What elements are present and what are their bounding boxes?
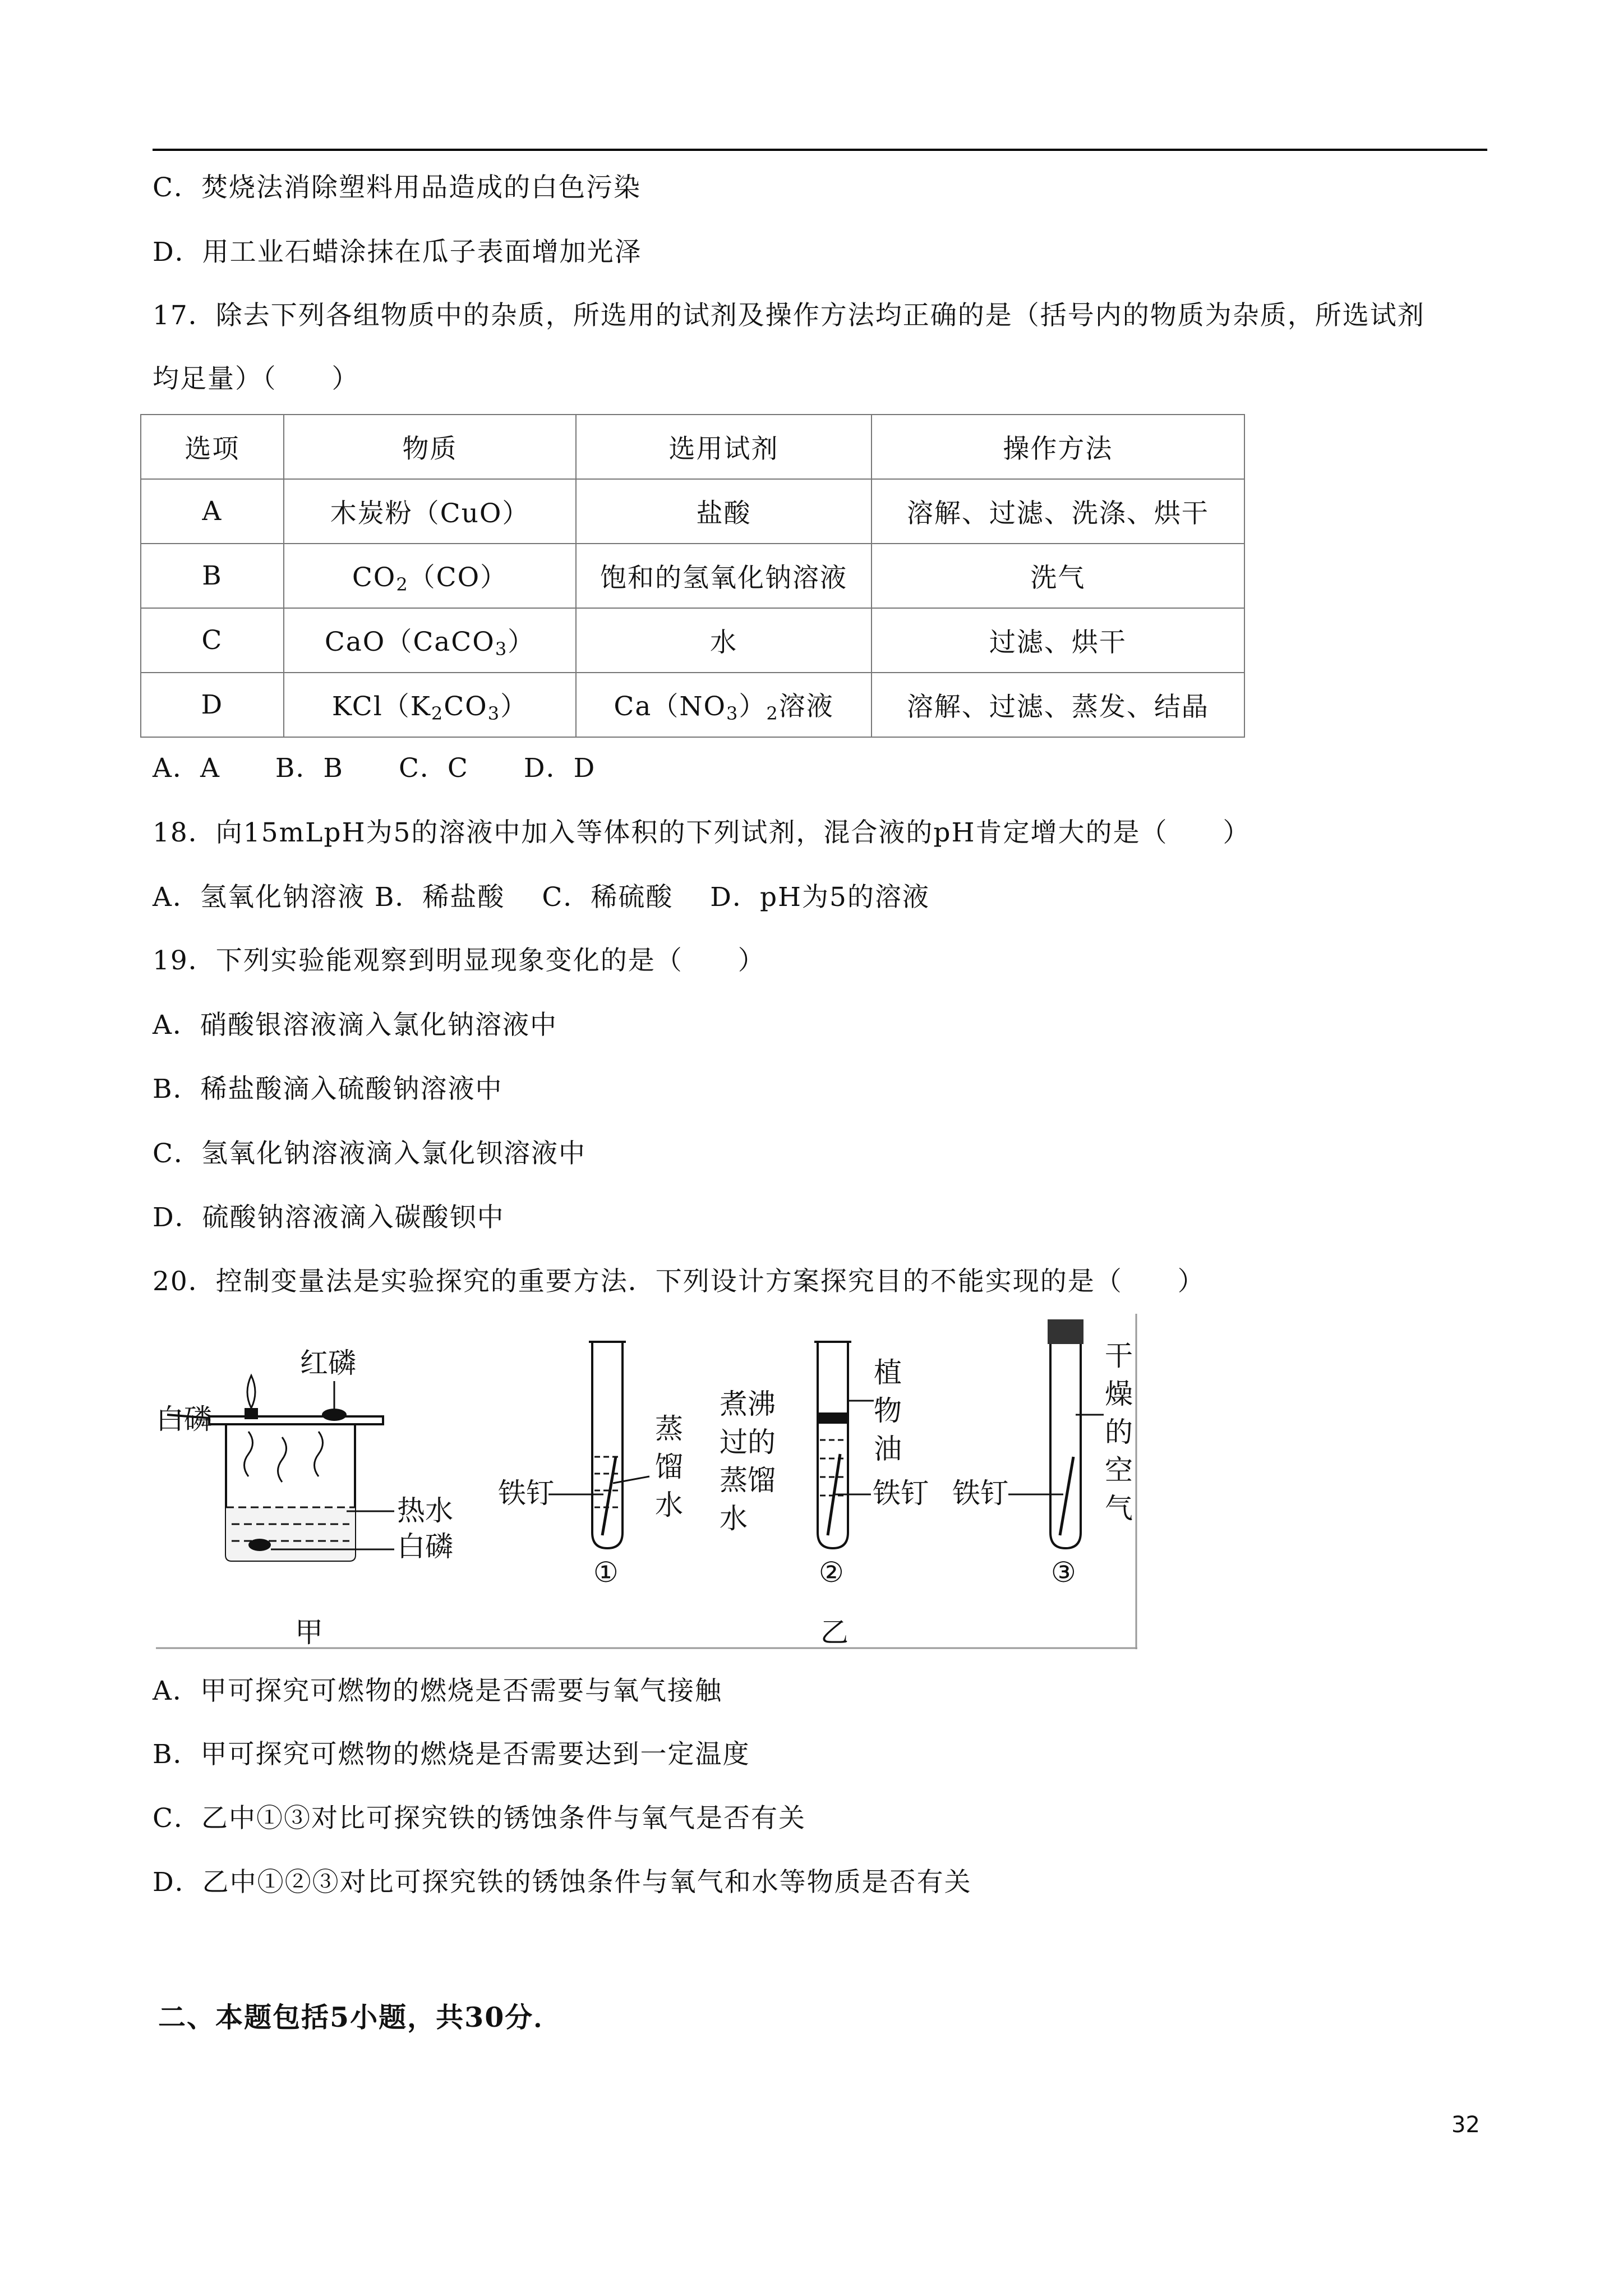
- label-num-3: ③: [1051, 1556, 1076, 1589]
- label-tube2-left-4: 水: [720, 1502, 748, 1535]
- header-reagent: 选用试剂: [576, 415, 872, 479]
- q20-option-c: C．乙中①③对比可探究铁的锈蚀条件与氧气是否有关: [153, 1803, 806, 1834]
- q19-option-b: B．稀盐酸滴入硫酸钠溶液中: [153, 1074, 503, 1105]
- q19-option-c: C．氢氧化钠溶液滴入氯化钡溶液中: [153, 1138, 586, 1169]
- label-tube2-oil-2: 物: [874, 1395, 902, 1427]
- q18-stem: 18．向15mLpH为5的溶液中加入等体积的下列试剂，混合液的pH肯定增大的是（ ）: [153, 817, 1251, 848]
- test-tube-1: [548, 1342, 649, 1548]
- cell-method: 洗气: [872, 544, 1244, 608]
- q19-stem: 19．下列实验能观察到明显现象变化的是（ ）: [153, 945, 766, 976]
- prev-option-d: D．用工业石蜡涂抹在瓜子表面增加光泽: [153, 237, 642, 268]
- q19-option-a: A．硝酸银溶液滴入氯化钠溶液中: [153, 1010, 557, 1041]
- q20-option-b: B．甲可探究可燃物的燃烧是否需要达到一定温度: [153, 1739, 750, 1770]
- header-option: 选项: [141, 415, 284, 479]
- label-tube3-air-2: 燥: [1105, 1378, 1133, 1410]
- label-tube3-air-4: 空: [1105, 1454, 1133, 1487]
- label-tube2-oil-1: 植: [874, 1356, 902, 1389]
- cell-reagent: 盐酸: [576, 479, 872, 544]
- cell-option: C: [141, 608, 284, 673]
- label-num-2: ②: [819, 1556, 844, 1589]
- cell-substance: 木炭粉（CuO）: [284, 479, 577, 544]
- q17-stem-line1: 17．除去下列各组物质中的杂质，所选用的试剂及操作方法均正确的是（括号内的物质为杂质，所选试剂: [153, 300, 1425, 331]
- label-tube1-water-3: 水: [655, 1489, 683, 1521]
- page-number: 32: [1451, 2112, 1480, 2138]
- label-red-phosphorus: 红磷: [300, 1347, 356, 1379]
- table-row: [141, 544, 1244, 608]
- prev-option-c: C．焚烧法消除塑料用品造成的白色污染: [153, 172, 641, 203]
- q18-options: A．氢氧化钠溶液 B．稀盐酸 C．稀硫酸 D．pH为5的溶液: [153, 882, 930, 913]
- cell-reagent: 饱和的氢氧化钠溶液: [576, 544, 872, 608]
- label-tube3-air-1: 干: [1105, 1340, 1133, 1372]
- label-white-phosphorus-bottom: 白磷: [397, 1530, 453, 1563]
- label-iron-nail-3: 铁钉: [952, 1477, 1008, 1510]
- q19-option-d: D．硫酸钠溶液滴入碳酸钡中: [153, 1202, 505, 1233]
- cell-substance: $CO_2(CO)$: [284, 544, 577, 608]
- table-header-row: [141, 415, 1244, 479]
- cell-option: A: [141, 479, 284, 544]
- label-num-1: ①: [593, 1556, 619, 1589]
- label-tube3-air-5: 气: [1105, 1492, 1133, 1525]
- q20-experiment-figure: [156, 1314, 1137, 1649]
- q20-option-d: D．乙中①②③对比可探究铁的锈蚀条件与氧气和水等物质是否有关: [153, 1867, 972, 1898]
- cell-method: 溶解、过滤、洗涤、烘干: [872, 479, 1244, 544]
- label-iron-nail-1: 铁钉: [498, 1477, 554, 1510]
- label-tube2-oil-3: 油: [874, 1433, 902, 1465]
- label-tube1-water-1: 蒸: [655, 1412, 683, 1445]
- label-tube1-water-2: 馏: [655, 1451, 683, 1483]
- q20-stem: 20．控制变量法是实验探究的重要方法．下列设计方案探究目的不能实现的是（ ）: [153, 1266, 1205, 1297]
- label-hot-water: 热水: [397, 1494, 453, 1527]
- section-heading: 二、本题包括5小题，共30分．: [158, 2001, 562, 2033]
- label-tube2-left-3: 蒸馏: [720, 1464, 776, 1497]
- table-row: [141, 479, 1244, 544]
- q17-stem-line2: 均足量）（ ）: [153, 364, 359, 394]
- label-jia: 甲: [295, 1616, 323, 1649]
- cell-reagent: 水: [576, 608, 872, 673]
- header-substance: 物质: [284, 415, 577, 479]
- q17-table: [140, 414, 1245, 738]
- cell-method: 过滤、烘干: [872, 608, 1244, 673]
- cell-option: D: [141, 673, 284, 737]
- cell-reagent: $Ca(NO_3)_2$溶液: [576, 673, 872, 737]
- cell-substance: CaO（CaCO$_3$）: [284, 608, 577, 673]
- table-row: [141, 608, 1244, 673]
- test-tube-2: [814, 1342, 874, 1548]
- q20-option-a: A．甲可探究可燃物的燃烧是否需要与氧气接触: [153, 1676, 722, 1706]
- test-tube-3: [1008, 1319, 1104, 1548]
- q17-answers: A．A B．B C．C D．D: [153, 753, 596, 784]
- label-yi: 乙: [820, 1616, 849, 1649]
- table-row: [141, 673, 1244, 737]
- label-white-phosphorus-top: 白磷: [156, 1403, 212, 1435]
- header-rule: [153, 149, 1487, 151]
- label-iron-nail-2: 铁钉: [873, 1477, 929, 1510]
- cell-substance: $KCl(K_2CO_3)$: [284, 673, 577, 737]
- label-tube3-air-3: 的: [1105, 1416, 1133, 1448]
- label-tube2-left-1: 煮沸: [720, 1388, 776, 1420]
- label-tube2-left-2: 过的: [720, 1426, 776, 1458]
- cell-option: B: [141, 544, 284, 608]
- cell-method: 溶解、过滤、蒸发、结晶: [872, 673, 1244, 737]
- header-method: 操作方法: [872, 415, 1244, 479]
